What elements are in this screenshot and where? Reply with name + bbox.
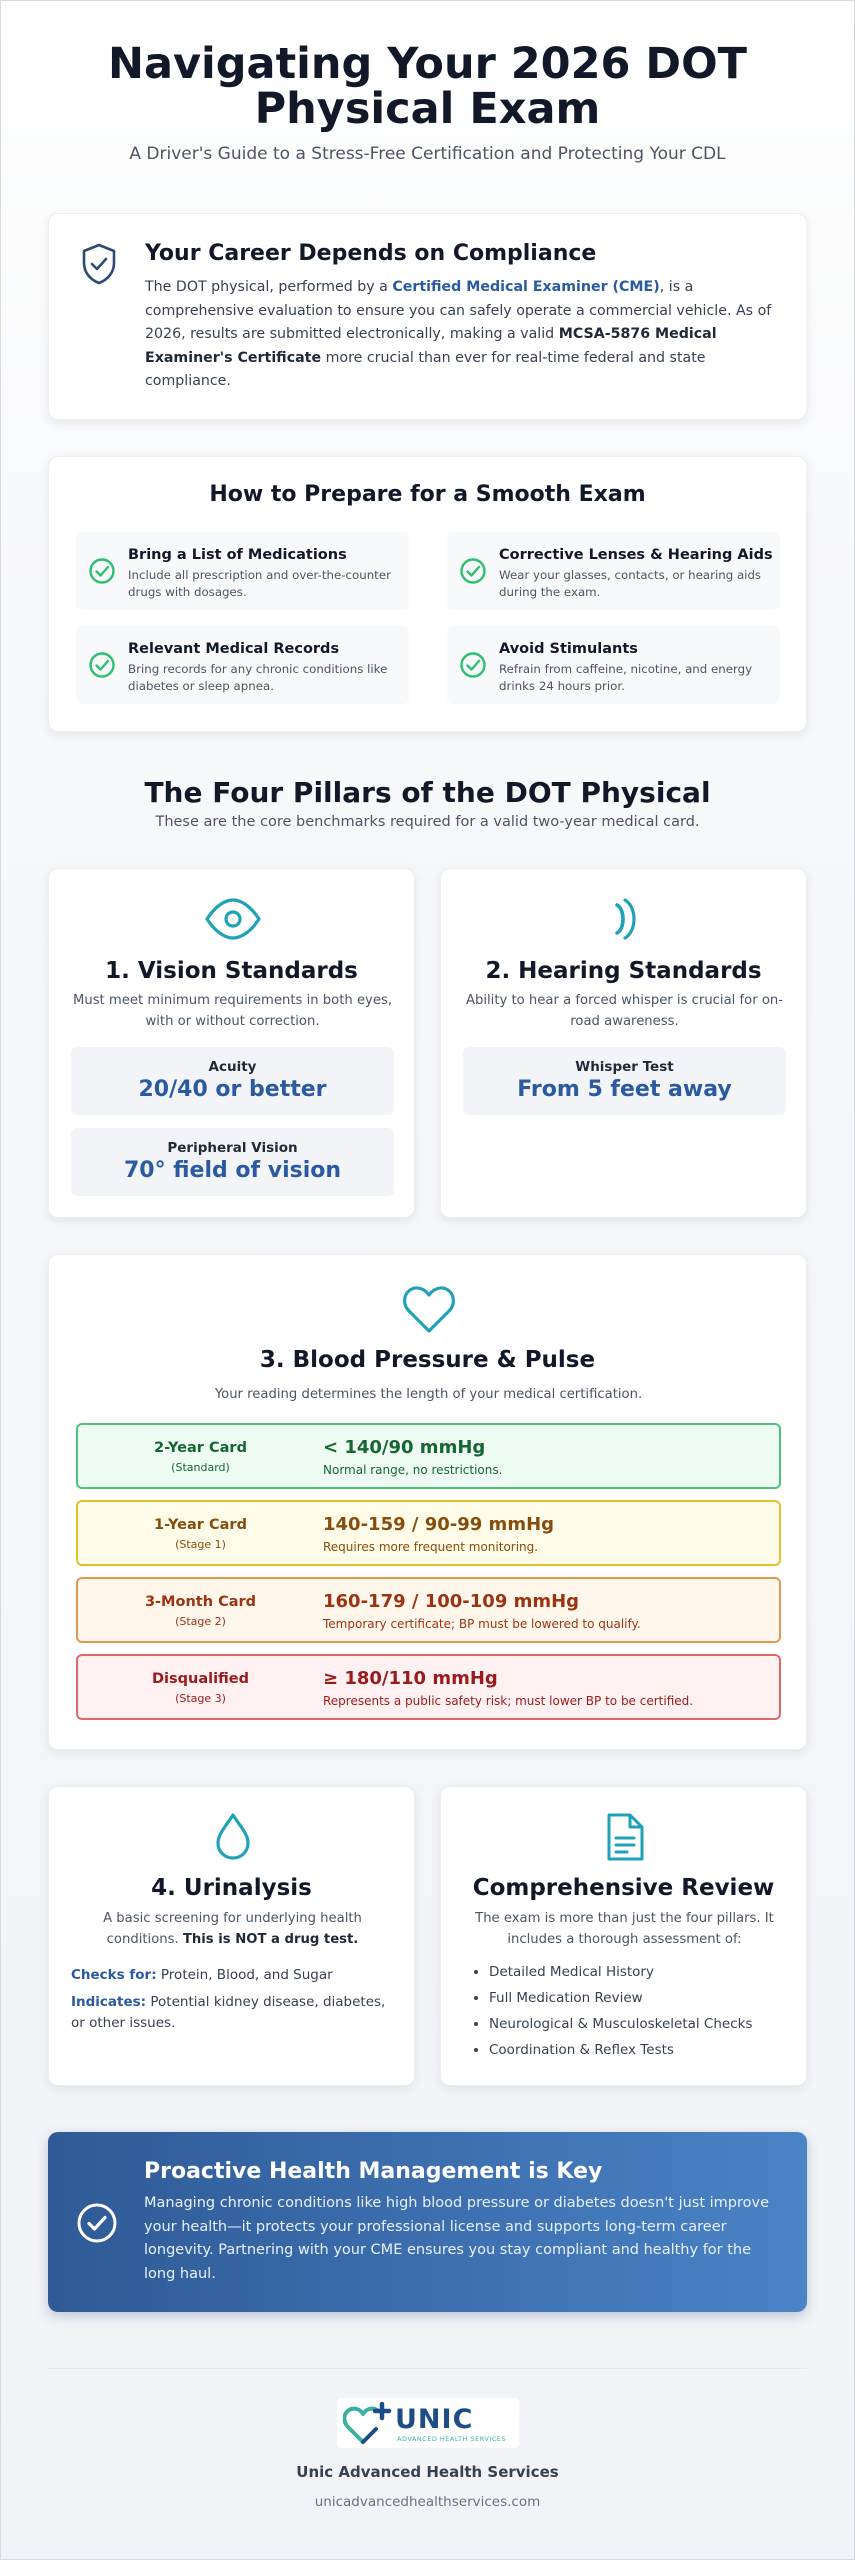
review-list xyxy=(489,1963,789,2067)
urinalysis-title: 4. Urinalysis xyxy=(151,1875,312,1901)
compliance-title: Your Career Depends on Compliance xyxy=(145,241,597,266)
hearing-card xyxy=(440,868,807,1218)
check-circle-icon xyxy=(76,2202,118,2244)
bp-tier-label: 2-Year Card xyxy=(154,1440,247,1456)
logo-wordmark: UNIC xyxy=(395,2404,474,2435)
blood-pressure-card xyxy=(48,1254,807,1750)
heart-icon xyxy=(402,1285,456,1335)
urinalysis-card xyxy=(48,1786,415,2086)
bp-tier-row xyxy=(76,1577,781,1643)
vision-desc: Must meet minimum requirements in both eyes, with or without correction. xyxy=(72,993,393,1029)
logo-subtext: ADVANCED HEALTH SERVICES xyxy=(397,2435,507,2443)
prep-item: Bring a List of Medications Include all prescription and over-the-counter drugs with dosages. xyxy=(76,532,409,610)
pillars-subtitle: These are the core benchmarks required for a valid two-year medical card. xyxy=(155,814,700,830)
eye-icon xyxy=(204,897,262,941)
footer-company-name: Unic Advanced Health Services xyxy=(296,2463,559,2481)
bp-tier-desc: Temporary certificate; BP must be lowered to qualify. xyxy=(323,1617,641,1631)
bp-tier-desc: Requires more frequent monitoring. xyxy=(323,1540,539,1554)
compliance-text: The DOT physical, performed by a Certified Medical Examiner (CME), is a comprehensive evaluation to ensure you can safely operate a commercial vehicle. As of 2026, results are submitted electronically, making a valid MCSA-5876 Medical Examiner's Certificate more crucial than ever for real-time federal and state compliance. xyxy=(145,279,772,389)
urinalysis-desc: A basic screening for underlying health conditions. This is NOT a drug test. xyxy=(103,1911,362,1947)
hearing-title: 2. Hearing Standards xyxy=(485,958,762,984)
acuity-metric: Acuity 20/40 or better xyxy=(71,1047,394,1115)
heart-cross-logo-icon xyxy=(343,2402,393,2446)
banner-title: Proactive Health Management is Key xyxy=(144,2159,603,2184)
blood-pressure-desc: Your reading determines the length of your medical certification. xyxy=(214,1387,643,1402)
hearing-desc: Ability to hear a forced whisper is crucial for on-road awareness. xyxy=(465,993,784,1029)
bp-tier-stage: (Stage 3) xyxy=(175,1692,226,1705)
prepare-title: How to Prepare for a Smooth Exam xyxy=(209,482,646,507)
prep-item: Corrective Lenses & Hearing Aids Wear your glasses, contacts, or hearing aids during the exam. xyxy=(447,532,780,610)
banner-text: Managing chronic conditions like high blood pressure or diabetes doesn't just improve your health—it protects your professional license and supports long-term career longevity. Partnering with your CME ensures you stay compliant and healthy for the long haul. xyxy=(144,2195,770,2282)
vision-card xyxy=(48,868,415,1218)
pillars-title: The Four Pillars of the DOT Physical xyxy=(144,776,711,809)
page-subtitle: A Driver's Guide to a Stress-Free Certification and Protecting Your CDL xyxy=(129,144,726,164)
bp-tier-value: 160-179 / 100-109 mmHg xyxy=(323,1591,580,1612)
ear-sound-icon xyxy=(605,897,645,941)
check-circle-icon xyxy=(88,557,116,585)
bp-tier-label: 1-Year Card xyxy=(154,1517,247,1533)
cme-highlight: Certified Medical Examiner (CME) xyxy=(392,279,660,295)
urinalysis-checks: Checks for: Protein, Blood, and Sugar xyxy=(71,1967,333,1983)
review-card xyxy=(440,1786,807,2086)
droplet-icon xyxy=(213,1811,253,1861)
review-desc: The exam is more than just the four pillars. It includes a thorough assessment of: xyxy=(475,1911,774,1947)
list-item: • Neurological & Musculoskeletal Checks xyxy=(489,2015,789,2041)
compliance-card xyxy=(48,213,807,420)
list-item: • Detailed Medical History xyxy=(489,1963,789,1989)
divider xyxy=(48,2368,807,2369)
check-circle-icon xyxy=(88,651,116,679)
document-icon xyxy=(603,1811,647,1863)
bp-tier-value: ≥ 180/110 mmHg xyxy=(323,1668,498,1689)
check-circle-icon xyxy=(459,651,487,679)
unic-logo xyxy=(337,2398,519,2448)
urinalysis-indicates: Indicates: Potential kidney disease, diabetes, or other issues. xyxy=(71,1994,386,2031)
bp-tier-row xyxy=(76,1423,781,1489)
footer-url[interactable]: unicadvancedhealthservices.com xyxy=(314,2494,541,2510)
bp-tier-value: 140-159 / 90-99 mmHg xyxy=(323,1514,555,1535)
bp-tier-desc: Normal range, no restrictions. xyxy=(323,1463,503,1477)
bp-tier-value: < 140/90 mmHg xyxy=(323,1437,486,1458)
whisper-test-metric: Whisper Test From 5 feet away xyxy=(463,1047,786,1115)
blood-pressure-title: 3. Blood Pressure & Pulse xyxy=(259,1347,596,1373)
bp-tier-label: 3-Month Card xyxy=(144,1594,257,1610)
page-title: Navigating Your 2026 DOT Physical Exam xyxy=(108,39,747,134)
prepare-card xyxy=(48,456,807,732)
list-item: • Full Medication Review xyxy=(489,1989,789,2015)
check-circle-icon xyxy=(459,557,487,585)
bp-tier-stage: (Standard) xyxy=(171,1461,230,1474)
bp-tier-row xyxy=(76,1500,781,1566)
bp-tier-stage: (Stage 2) xyxy=(175,1615,226,1628)
shield-check-icon xyxy=(79,242,119,286)
prep-item: Avoid Stimulants Refrain from caffeine, nicotine, and energy drinks 24 hours prior. xyxy=(447,626,780,704)
vision-title: 1. Vision Standards xyxy=(105,958,358,984)
bp-tier-stage: (Stage 1) xyxy=(175,1538,226,1551)
list-item: • Coordination & Reflex Tests xyxy=(489,2041,789,2067)
bp-tier-label: Disqualified xyxy=(151,1671,250,1687)
prep-item: Relevant Medical Records Bring records for any chronic conditions like diabetes or sleep apnea. xyxy=(76,626,409,704)
bp-tier-desc: Represents a public safety risk; must lower BP to be certified. xyxy=(323,1694,694,1708)
peripheral-vision-metric: Peripheral Vision 70° field of vision xyxy=(71,1128,394,1196)
bp-tier-row xyxy=(76,1654,781,1720)
certificate-highlight: MCSA-5876 Medical Examiner's Certificate xyxy=(145,326,717,366)
review-title: Comprehensive Review xyxy=(472,1875,775,1901)
health-management-banner xyxy=(48,2132,807,2312)
